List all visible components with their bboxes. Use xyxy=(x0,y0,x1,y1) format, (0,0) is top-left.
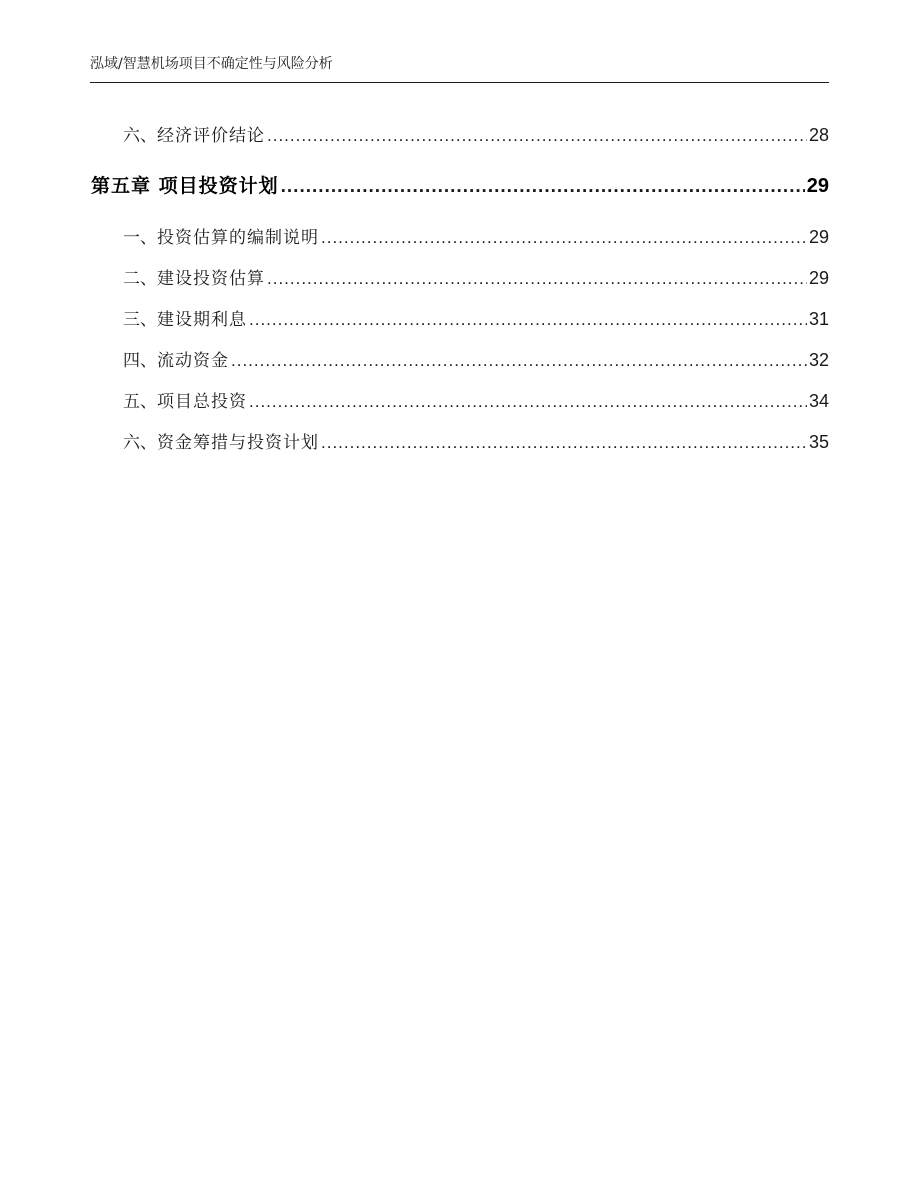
toc-entry-page: 29 xyxy=(808,227,829,247)
toc-entry-page: 35 xyxy=(808,432,829,452)
toc-entry-construction-interest[interactable] xyxy=(0,304,829,334)
toc-dot-leader xyxy=(321,223,807,253)
toc-entry-label: 流动资金 xyxy=(157,351,229,371)
toc-chapter-page: 29 xyxy=(806,175,829,197)
toc-entry-funding-plan[interactable] xyxy=(0,427,829,457)
toc-entry-label: 建设期利息 xyxy=(157,310,247,330)
toc-dot-leader xyxy=(321,428,807,458)
toc-entry-economic-evaluation-conclusion[interactable] xyxy=(0,120,829,150)
toc-entry-page: 32 xyxy=(808,350,829,370)
toc-entry-total-investment[interactable] xyxy=(0,386,829,416)
toc-entry-label: 资金筹措与投资计划 xyxy=(157,433,319,453)
toc-entry-page: 28 xyxy=(808,125,829,145)
toc-entry-estimation-notes[interactable] xyxy=(0,222,829,252)
toc-dot-leader xyxy=(249,387,807,417)
toc-entry-number: 六、 xyxy=(123,126,157,146)
toc-entry-page: 34 xyxy=(808,391,829,411)
toc-entry-working-capital[interactable] xyxy=(0,345,829,375)
toc-chapter-label: 第五章 项目投资计划 xyxy=(91,175,279,197)
toc-entry-number: 五、 xyxy=(123,392,157,412)
toc-entry-label: 建设投资估算 xyxy=(157,269,265,289)
toc-entry-label: 经济评价结论 xyxy=(157,126,265,146)
page-header xyxy=(90,54,829,83)
toc-entry-page: 31 xyxy=(808,309,829,329)
toc-entry-number: 一、 xyxy=(123,228,157,248)
toc-entry-label: 项目总投资 xyxy=(157,392,247,412)
toc-dot-leader xyxy=(249,305,807,335)
toc-entry-number: 三、 xyxy=(123,310,157,330)
toc-dot-leader xyxy=(231,346,807,376)
toc-dot-leader xyxy=(267,264,807,294)
toc-entry-number: 六、 xyxy=(123,433,157,453)
toc-chapter-investment-plan[interactable] xyxy=(0,170,829,202)
toc-entry-page: 29 xyxy=(808,268,829,288)
toc-dot-leader xyxy=(281,171,805,203)
toc-entry-number: 四、 xyxy=(123,351,157,371)
toc-entry-construction-investment[interactable] xyxy=(0,263,829,293)
header-title: 泓域/智慧机场项目不确定性与风险分析 xyxy=(90,56,333,72)
toc-entry-label: 投资估算的编制说明 xyxy=(157,228,319,248)
toc-dot-leader xyxy=(267,121,807,151)
toc-entry-number: 二、 xyxy=(123,269,157,289)
